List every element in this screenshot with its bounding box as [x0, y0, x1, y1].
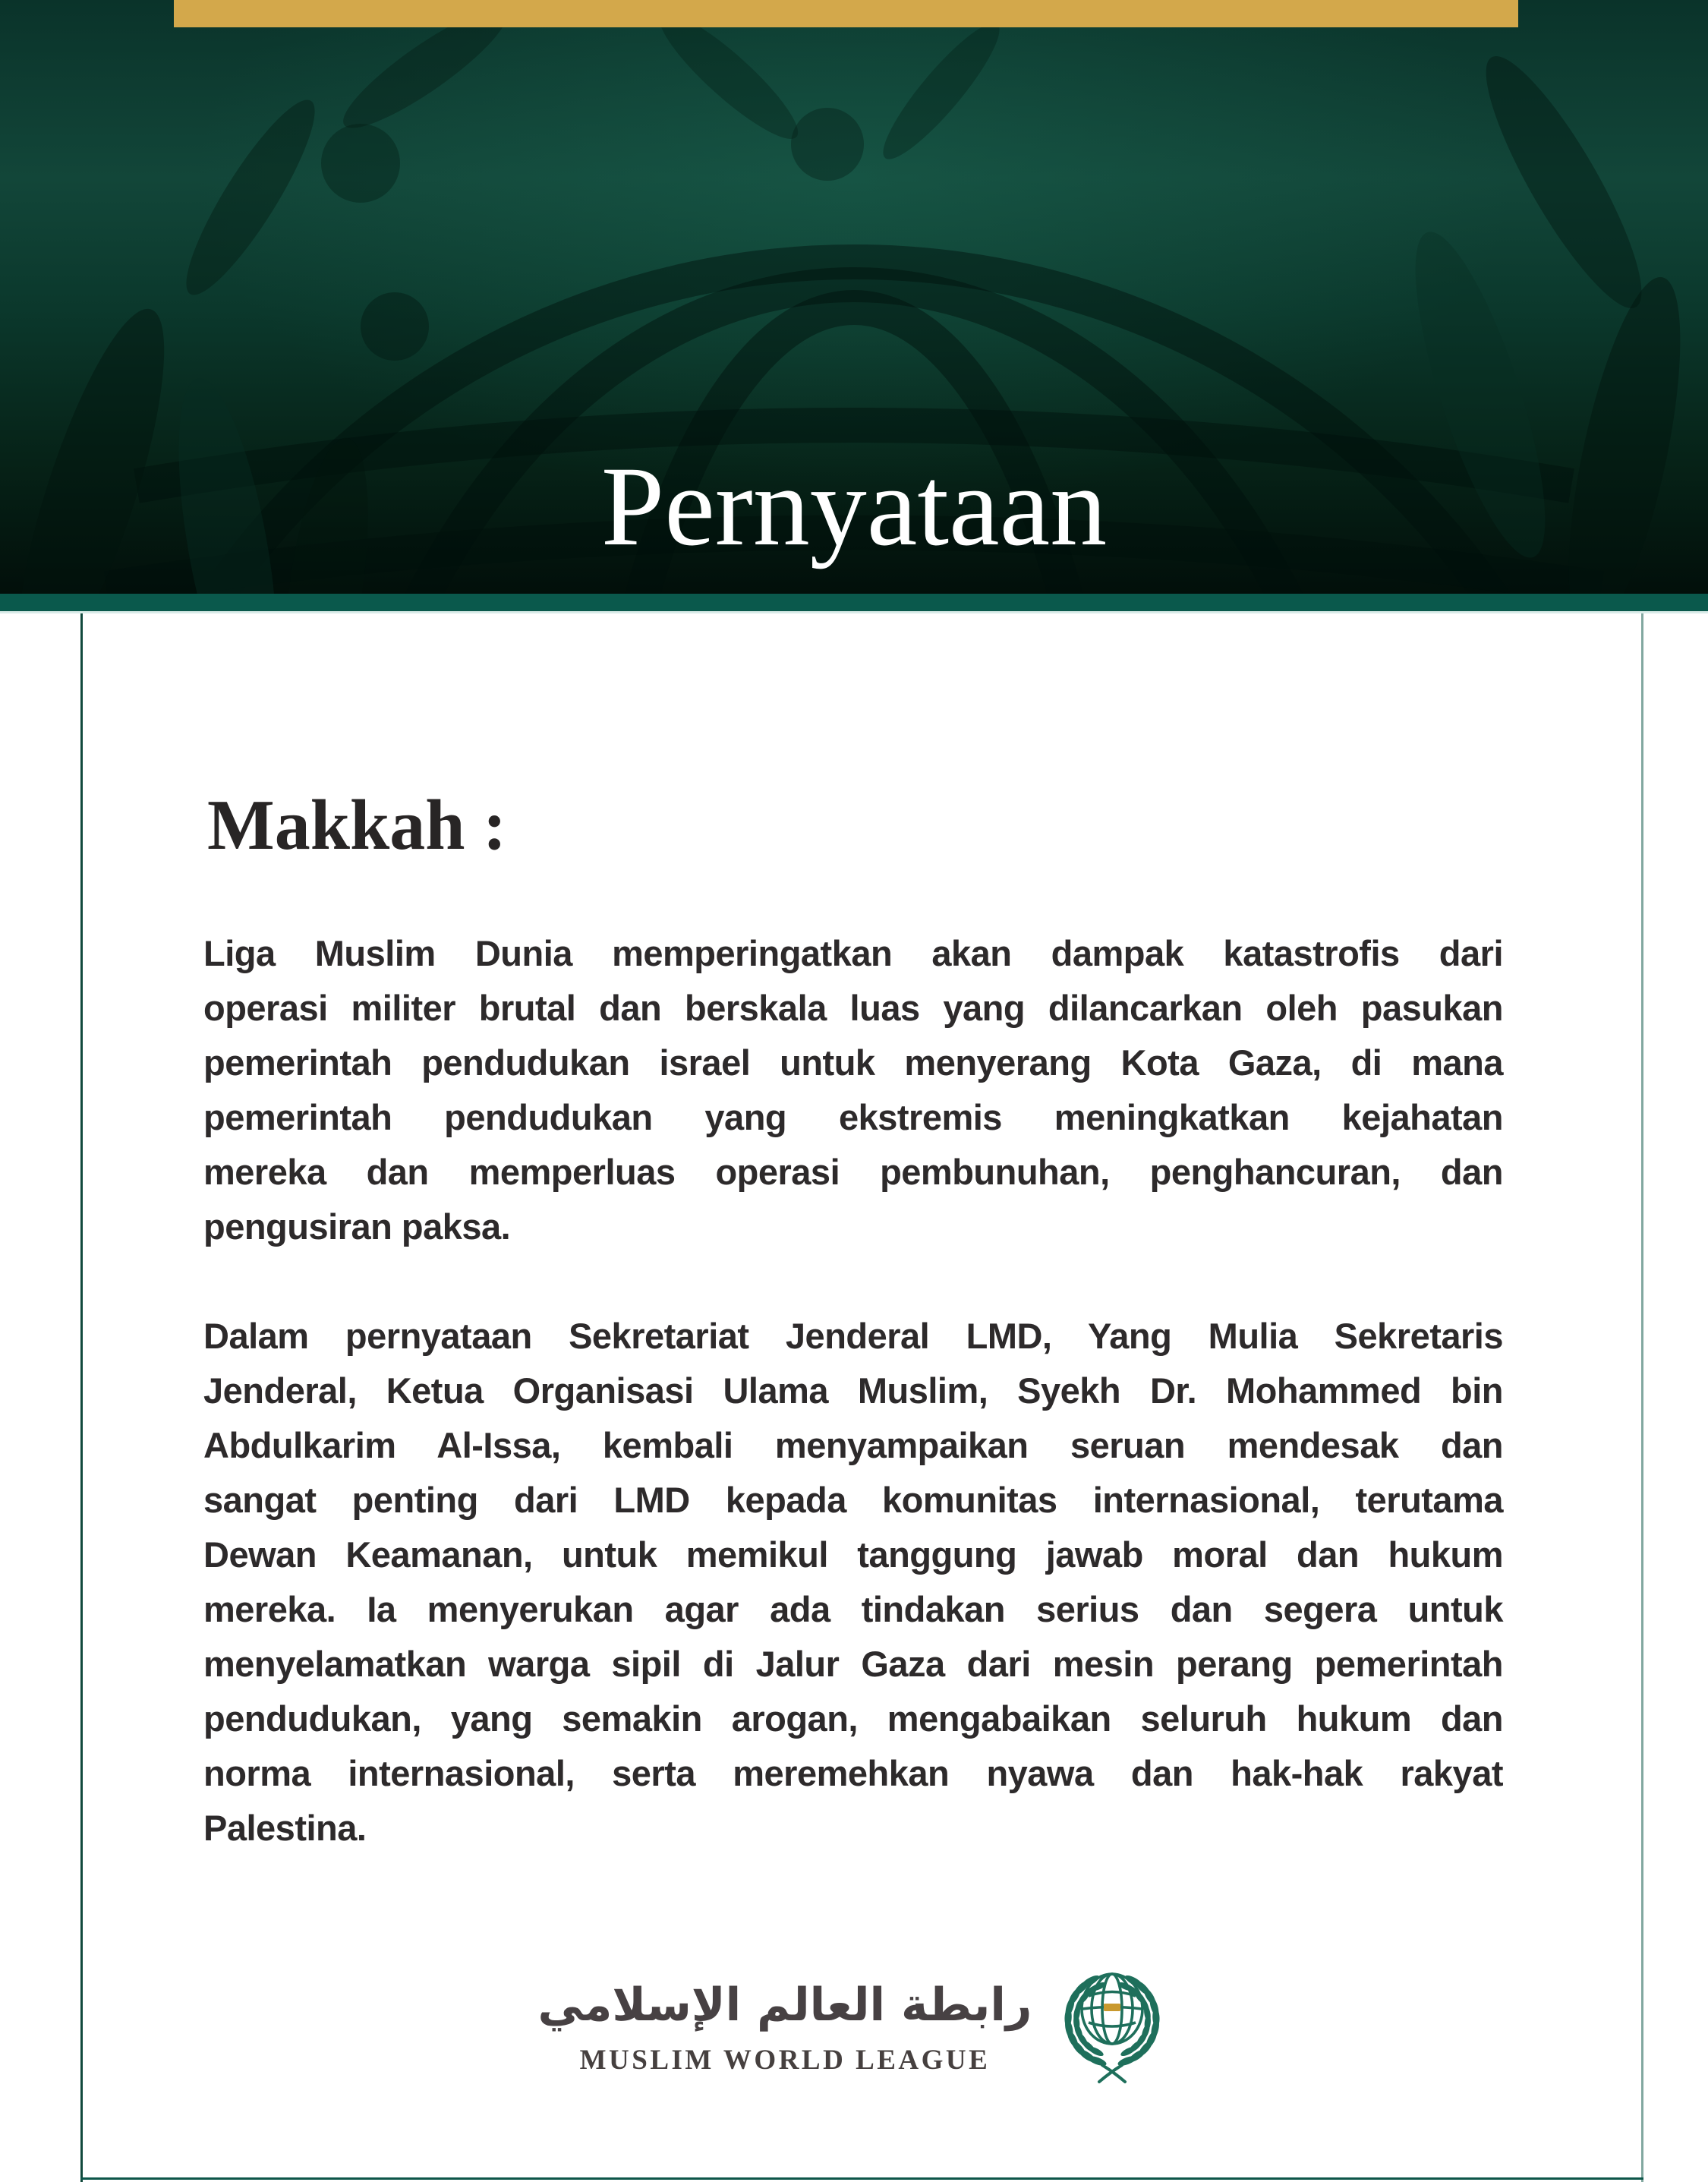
paragraph-line: pemerintah pendudukan israel untuk menyerang Kota Gaza, di mana: [203, 1042, 1503, 1083]
wreath-globe-icon: [1054, 1960, 1170, 2086]
paragraph-line: pendudukan, yang semakin arogan, mengabaikan seluruh hukum dan: [203, 1698, 1503, 1739]
kaaba-door-icon: [1104, 2004, 1120, 2011]
paragraph-line: Liga Muslim Dunia memperingatkan akan dampak katastrofis dari: [203, 933, 1503, 973]
paragraph-line: norma internasional, serta meremehkan nyawa dan hak-hak rakyat: [203, 1753, 1503, 1793]
header-banner: [0, 0, 1708, 594]
paragraph-line: Jenderal, Ketua Organisasi Ulama Muslim, Syekh Dr. Mohammed bin: [203, 1370, 1503, 1411]
gold-accent-bar: [174, 0, 1518, 27]
paragraph-line: sangat penting dari LMD kepada komunitas internasional, terutama: [203, 1480, 1503, 1520]
wreath-leaves: [1064, 1973, 1161, 2067]
paragraph-line: Dewan Keamanan, untuk memikul tanggung jawab moral dan hukum: [203, 1534, 1503, 1575]
paragraph-line: operasi militer brutal dan berskala luas yang dilancarkan oleh pasukan: [203, 988, 1503, 1028]
content-frame-left-line: [80, 613, 83, 2182]
teal-divider-band: [0, 594, 1708, 611]
location-heading: Makkah :: [207, 786, 507, 865]
logo-arabic-calligraphy: رابطة العالم الإسلامي: [537, 1978, 1032, 2032]
content-frame-right-line: [1641, 613, 1643, 2182]
paragraph-line: menyelamatkan warga sipil di Jalur Gaza dari mesin perang pemerintah: [203, 1644, 1503, 1684]
paragraph-line: Palestina.: [203, 1808, 367, 1848]
paragraph-line: mereka dan memperluas operasi pembunuhan, penghancuran, dan: [203, 1152, 1503, 1192]
logo-text-block: [538, 1971, 1032, 2076]
paragraph-line: Dalam pernyataan Sekretariat Jenderal LMD, Yang Mulia Sekretaris: [203, 1316, 1503, 1356]
divider-highlight-line: [0, 611, 1708, 613]
logo-english-wordmark: MUSLIM WORLD LEAGUE: [579, 2044, 991, 2076]
content-frame-bottom-line: [80, 2177, 1643, 2180]
muslim-world-league-logo: [0, 1960, 1708, 2086]
paragraph-line: Abdulkarim Al-Issa, kembali menyampaikan seruan mendesak dan: [203, 1425, 1503, 1465]
statement-paragraph-1: [203, 926, 1503, 1254]
wreath-stems: [1099, 2065, 1125, 2082]
page-title: Pernyataan: [600, 443, 1108, 569]
paragraph-line: mereka. Ia menyerukan agar ada tindakan serius dan segera untuk: [203, 1589, 1503, 1629]
paragraph-line: pengusiran paksa.: [203, 1206, 511, 1247]
statement-paragraph-2: [203, 1309, 1503, 1856]
paragraph-line: pemerintah pendudukan yang ekstremis meningkatkan kejahatan: [203, 1097, 1503, 1137]
